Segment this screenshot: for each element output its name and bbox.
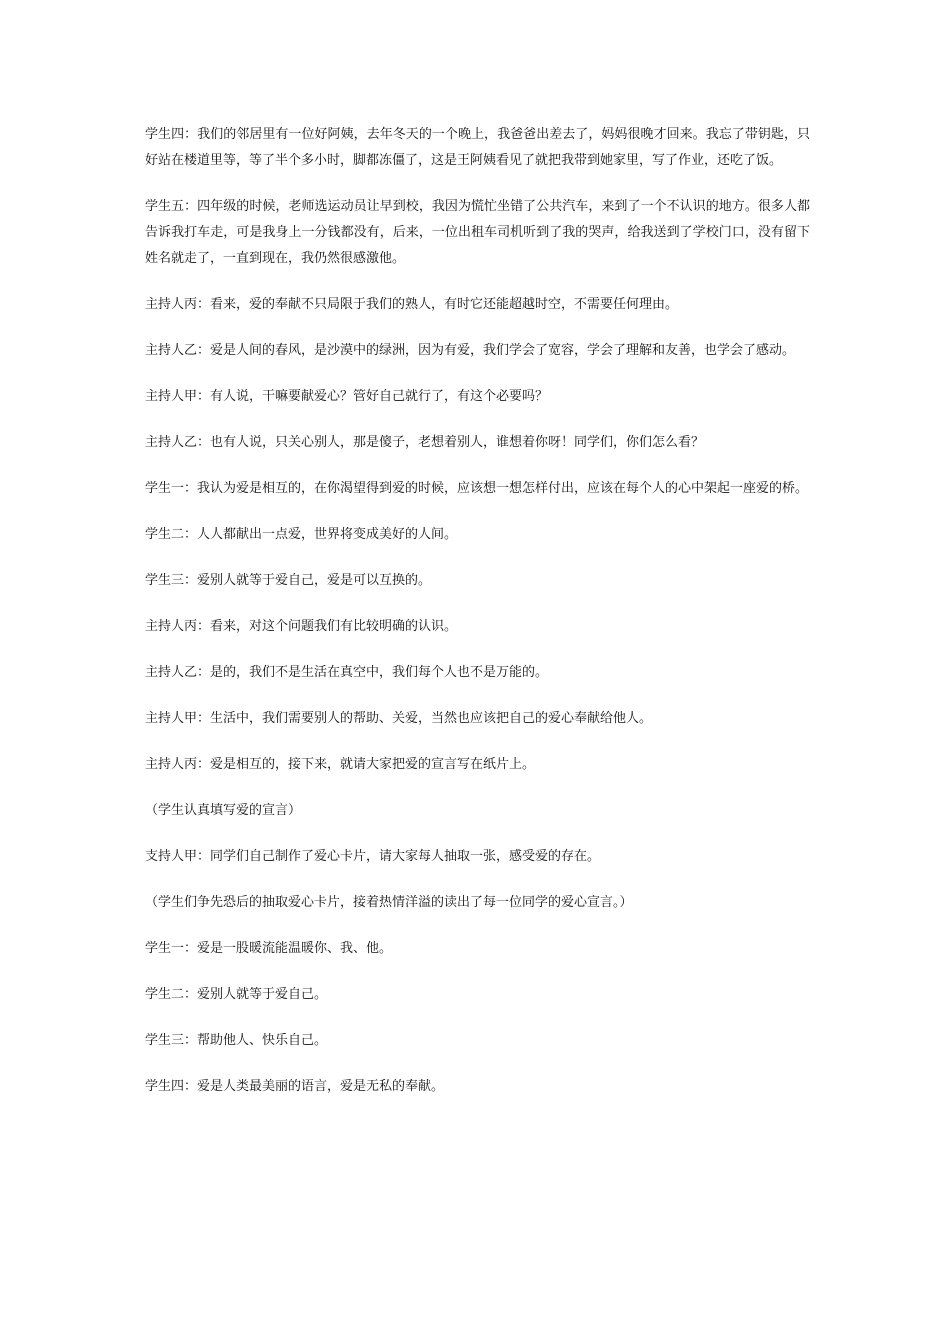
paragraph: 支持人甲：同学们自己制作了爱心卡片，请大家每人抽取一张，感受爱的存在。 (145, 849, 601, 864)
paragraph: 主持人丙：爱是相互的，接下来，就请大家把爱的宣言写在纸片上。 (145, 757, 536, 772)
paragraph: 学生三：帮助他人、快乐自己。 (145, 1033, 328, 1048)
paragraph: 主持人甲：生活中，我们需要别人的帮助、关爱，当然也应该把自己的爱心奉献给他人。 (145, 711, 653, 726)
document-page (145, 122, 810, 1120)
paragraph: （学生们争先恐后的抽取爱心卡片，接着热情洋溢的读出了每一位同学的爱心宣言。） (145, 895, 633, 910)
paragraph: 学生二：爱别人就等于爱自己。 (145, 987, 328, 1002)
paragraph: 主持人乙：也有人说，只关心别人，那是傻子，老想着别人，谁想着你呀！同学们，你们怎么看？ (145, 435, 705, 450)
paragraph: 学生四：爱是人类最美丽的语言，爱是无私的奉献。 (145, 1079, 445, 1094)
paragraph: 主持人乙：是的，我们不是生活在真空中，我们每个人也不是万能的。 (145, 665, 549, 680)
paragraph: 学生二：人人都献出一点爱，世界将变成美好的人间。 (145, 527, 458, 542)
paragraph: 主持人甲：有人说，干嘛要献爱心？管好自己就行了，有这个必要吗？ (145, 389, 549, 404)
paragraph: 主持人乙：爱是人间的春风，是沙漠中的绿洲，因为有爱，我们学会了宽容，学会了理解和友善，也学会了感动。 (145, 343, 796, 358)
paragraph: 主持人丙：看来，爱的奉献不只局限于我们的熟人，有时它还能超越时空，不需要任何理由。 (145, 297, 679, 312)
paragraph: 学生五：四年级的时候，老师选运动员让早到校，我因为慌忙坐错了公共汽车，来到了一个不认识的地方。很多人都告诉我打车走，可是我身上一分钱都没有，后来，一位出租车司机听到了我的哭声，给我送到了学校门口，没有留下姓名就走了，一直到现在，我仍然很感激他。 (145, 199, 810, 266)
paragraph: （学生认真填写爱的宣言） (145, 803, 302, 818)
paragraph: 学生三：爱别人就等于爱自己，爱是可以互换的。 (145, 573, 432, 588)
paragraph: 学生一：我认为爱是相互的，在你渴望得到爱的时候，应该想一想怎样付出，应该在每个人的心中架起一座爱的桥。 (145, 481, 809, 496)
paragraph: 主持人丙：看来，对这个问题我们有比较明确的认识。 (145, 619, 458, 634)
paragraph: 学生一：爱是一股暖流能温暖你、我、他。 (145, 941, 393, 956)
paragraph: 学生四：我们的邻居里有一位好阿姨，去年冬天的一个晚上，我爸爸出差去了，妈妈很晚才回来。我忘了带钥匙，只好站在楼道里等，等了半个多小时，脚都冻僵了，这是王阿姨看见了就把我带到她家里，写了作业，还吃了饭。 (145, 127, 810, 168)
